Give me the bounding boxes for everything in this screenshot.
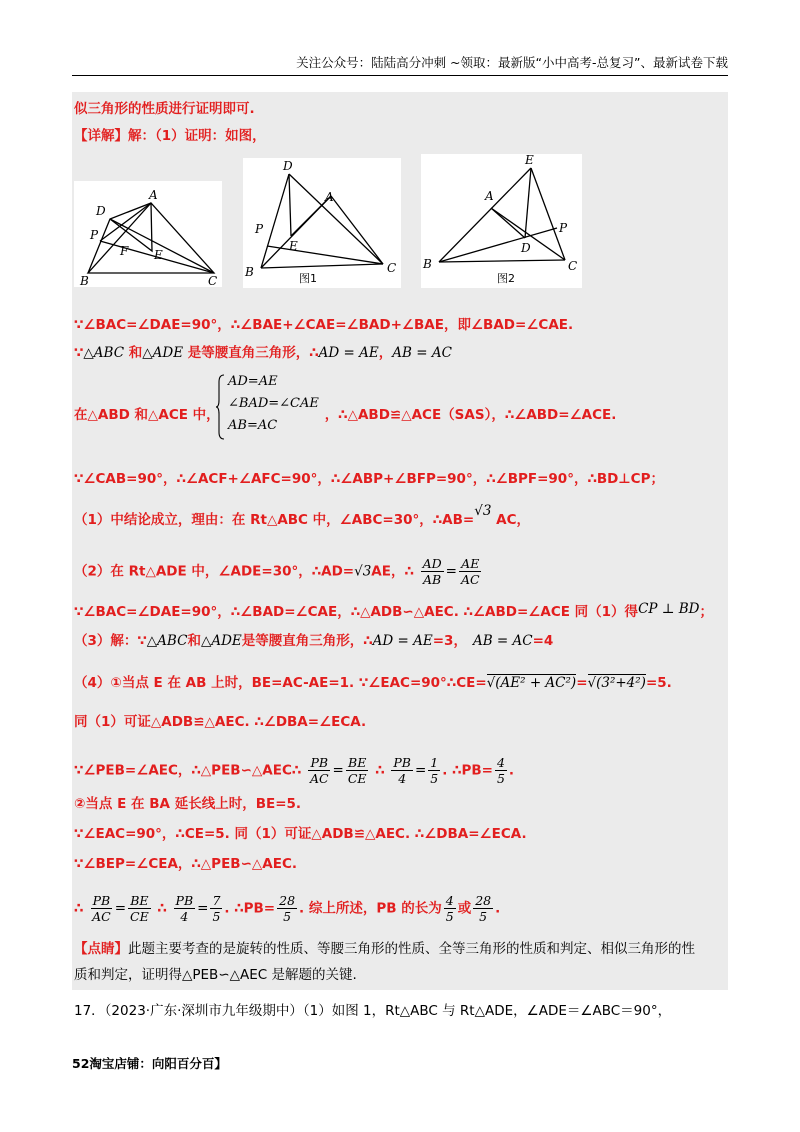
l13-text-a: ∵∠PEB=∠AEC，∴△PEB∽△AEC∴ xyxy=(74,762,302,779)
fig1-caption: 图1 xyxy=(299,272,317,285)
figure-2 xyxy=(421,154,582,288)
page-number: 52 xyxy=(72,1056,90,1071)
fig2-label-d: D xyxy=(521,241,531,255)
fig2-label-b: B xyxy=(423,257,432,271)
l11-radical-1: √(AE² + AC²) xyxy=(486,675,577,691)
brace-row-2: ∠BAD=∠CAE xyxy=(228,396,319,411)
l7-sqrt3: √3 xyxy=(474,503,492,519)
l4-and: 和 xyxy=(128,345,143,361)
l17-text-d: . 综上所述，PB 的长为 xyxy=(299,900,442,917)
line-1: 似三角形的性质进行证明即可. xyxy=(74,101,255,117)
l4-eq2: AB = AC xyxy=(392,345,452,361)
l7-text-b: AC， xyxy=(491,512,530,528)
fig1-label-b: B xyxy=(245,265,254,279)
page-footer xyxy=(72,1054,227,1072)
fig2-label-c: C xyxy=(568,259,578,273)
tip-tag: 【点睛】 xyxy=(74,941,128,957)
l4-text: 是等腰直角三角形，∴ xyxy=(187,345,319,361)
line-2 xyxy=(74,127,728,145)
l4-comma: ， xyxy=(378,345,393,361)
page-header: 关注公众号：陆陆高分冲刺 ~领取：最新版“小中高考-总复习”、最新试卷下载 xyxy=(72,54,728,76)
detail-tag: 【详解】 xyxy=(74,128,128,144)
l10-eq1-val: =3， xyxy=(432,633,467,649)
l4-eq1: AD = AE xyxy=(318,345,379,361)
line-4 xyxy=(74,344,728,362)
fig0-label-a: A xyxy=(149,188,158,202)
fig2-label-a: A xyxy=(485,189,494,203)
l8-frac-1: $\frac{AD}{AB}$ xyxy=(422,556,442,587)
brace-row-3: AB=AC xyxy=(228,418,278,433)
l5-text-a: 在△ABD 和△ACE 中， xyxy=(74,407,220,423)
l17-or: 或 xyxy=(457,900,472,917)
line-18 xyxy=(74,940,728,958)
l17-frac-4: $\frac{7}{5}$ xyxy=(212,893,221,924)
l13-frac-5: $\frac{4}{5}$ xyxy=(496,755,505,786)
l17-therefore-2: ∴ xyxy=(157,900,167,917)
fig1-label-a: A xyxy=(325,190,334,204)
line-19: 质和判定，证明得△PEB∽△AEC 是解题的关键. xyxy=(74,967,357,983)
line-9 xyxy=(74,603,728,621)
l7-text-a: （1）中结论成立，理由：在 Rt△ABC 中，∠ABC=30°，∴AB= xyxy=(74,512,475,528)
figure-1 xyxy=(243,158,401,288)
figure-2-svg xyxy=(421,154,582,288)
fig1-label-p: P xyxy=(255,222,264,236)
l10-eq2: AB = AC xyxy=(472,633,533,649)
l10-text-a: （3）解：∵ xyxy=(74,633,147,649)
l17-therefore: ∴ xyxy=(74,900,84,917)
l17-frac-7: $\frac{28}{5}$ xyxy=(475,893,492,924)
line-13: ∵∠PEB=∠AEC，∴△PEB∽△AEC∴ $\frac{PB}{AC}$ = $\frac{BE}{CE}$ ∴ $\frac{PB}{4}$ = $\frac{1}{5}$ . ∴PB= $\frac{4}{5}$ . xyxy=(74,755,515,786)
line-6: ∵∠CAB=90°，∴∠ACF+∠AFC=90°，∴∠ABP+∠BFP=90°，∴∠BPF=90°，∴BD⊥CP； xyxy=(74,471,664,487)
l11-text-a: （4）①当点 E 在 AB 上时，BE=AC-AE=1. ∵∠EAC=90°∴CE= xyxy=(74,675,487,691)
fig1-label-e: E xyxy=(289,239,298,253)
line-8 xyxy=(74,556,728,587)
fig1-label-c: C xyxy=(387,261,397,275)
fig0-label-c: C xyxy=(208,274,218,287)
fig0-label-e: E xyxy=(154,248,163,262)
l8-text-b: AE，∴ xyxy=(371,563,414,580)
l4-tri-ade: △ADE xyxy=(142,345,184,361)
figure-0 xyxy=(74,181,222,287)
fig2-caption: 图2 xyxy=(497,272,515,285)
l10-eq1: AD = AE xyxy=(372,633,433,649)
l11-radical-2: √(3²+4²) xyxy=(587,675,646,691)
line-20: 17．（2023·广东·深圳市九年级期中）（1）如图 1，Rt△ABC 与 Rt△ADE，∠ADE＝∠ABC＝90°， xyxy=(74,1003,672,1019)
l4-because: ∵ xyxy=(74,345,84,361)
l9-semicolon: ； xyxy=(699,604,713,620)
line-12: 同（1）可证△ADB≌△AEC. ∴∠DBA=∠ECA. xyxy=(74,714,367,730)
l17-frac-3: $\frac{PB}{4}$ xyxy=(175,893,194,924)
fig2-label-e: E xyxy=(525,154,534,167)
l9-text-a: ∵∠BAC=∠DAE=90°，∴∠BAD=∠CAE，∴△ADB∽△AEC. ∴∠ABD=∠ACE 同（1）得 xyxy=(74,604,639,620)
shop-name: 淘宝店铺：向阳百分百】 xyxy=(89,1056,227,1071)
line-7 xyxy=(74,503,728,529)
l13-therefore: ∴ xyxy=(375,762,385,779)
l17-frac-2: $\frac{BE}{CE}$ xyxy=(130,893,149,924)
brace-row-1: AD=AE xyxy=(228,374,278,389)
l13-frac-3: $\frac{PB}{4}$ xyxy=(393,755,411,786)
l8-sqrt3: √3 xyxy=(354,563,372,580)
l8-text-a: （2）在 Rt△ADE 中，∠ADE=30°，∴AD= xyxy=(74,563,355,580)
l10-and: 和 xyxy=(187,633,201,649)
tip-text: 此题主要考查的是旋转的性质、等腰三角形的性质、全等三角形的性质和判定、相似三角形的性 xyxy=(128,941,695,957)
line-5 xyxy=(74,406,728,424)
l8-frac-2: $\frac{AE}{AC}$ xyxy=(460,556,480,587)
l17-period: . xyxy=(495,900,501,917)
l10-tri-abc: △ABC xyxy=(146,633,188,649)
fig0-label-b: B xyxy=(80,274,89,287)
fig0-label-p: P xyxy=(90,228,99,242)
figure-0-svg xyxy=(74,181,222,287)
l4-tri-abc: △ABC xyxy=(83,345,125,361)
fig1-label-d: D xyxy=(283,159,293,173)
line-11 xyxy=(74,674,728,692)
line-10 xyxy=(74,632,728,650)
l5-text-b: ，∴△ABD≌△ACE（SAS），∴∠ABD=∠ACE. xyxy=(324,407,617,423)
fig0-label-f: F xyxy=(120,244,129,258)
fig2-label-p: P xyxy=(559,221,568,235)
l10-tri-ade: △ADE xyxy=(200,633,242,649)
l13-frac-2: $\frac{BE}{CE}$ xyxy=(347,755,367,786)
l13-frac-1: $\frac{PB}{AC}$ xyxy=(309,755,329,786)
l10-text-c: 是等腰直角三角形，∴ xyxy=(241,633,373,649)
line-14: ②当点 E 在 BA 延长线上时，BE=5. xyxy=(74,796,302,812)
l13-period: . xyxy=(508,762,515,779)
l9-perp: CP ⊥ BD xyxy=(638,601,700,617)
line-17: ∴ $\frac{PB}{AC}$ = $\frac{BE}{CE}$ ∴ $\frac{PB}{4}$ = $\frac{7}{5}$ . ∴PB= $\frac{28}{5}$ . 综上所述，PB 的长为 $\frac{4}{5}$ 或 $\frac{28}{5}$ . xyxy=(74,893,501,924)
fig0-label-d: D xyxy=(96,204,106,218)
l17-frac-1: $\frac{PB}{AC}$ xyxy=(92,893,111,924)
line-15: ∵∠EAC=90°，∴CE=5. 同（1）可证△ADB≌△AEC. ∴∠DBA=∠ECA. xyxy=(74,826,527,842)
detail-text: 解：（1）证明：如图， xyxy=(128,128,266,144)
l11-equals: = xyxy=(576,675,588,691)
figure-1-svg xyxy=(243,158,401,288)
line-3: ∵∠BAC=∠DAE=90°，∴∠BAE+∠CAE=∠BAD+∠BAE，即∠BAD=∠CAE. xyxy=(74,317,574,333)
l11-result: =5. xyxy=(645,675,672,691)
line-16: ∵∠BEP=∠CEA，∴△PEB∽△AEC. xyxy=(74,856,297,872)
l13-frac-4: $\frac{1}{5}$ xyxy=(430,755,439,786)
l17-frac-6: $\frac{4}{5}$ xyxy=(445,893,454,924)
l8-equals: = xyxy=(445,563,457,580)
l10-eq2-val: =4 xyxy=(532,633,554,649)
l17-text-c: . ∴PB= xyxy=(224,900,276,917)
l13-text-c: . ∴PB= xyxy=(442,762,493,779)
l17-frac-5: $\frac{28}{5}$ xyxy=(279,893,296,924)
